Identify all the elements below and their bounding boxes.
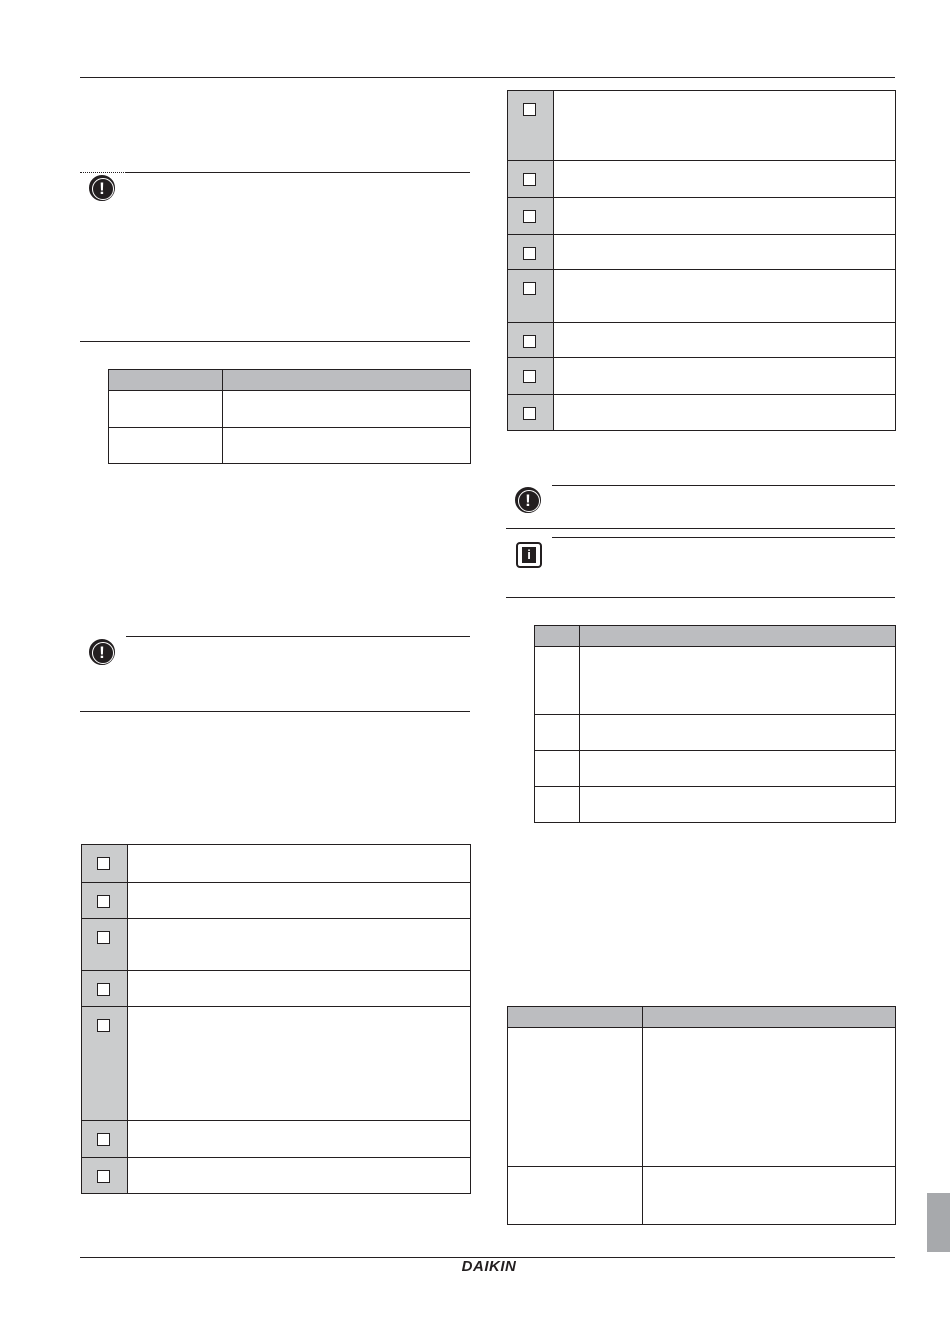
checkbox[interactable] (523, 282, 536, 295)
checklist (81, 844, 471, 1194)
checkbox[interactable] (523, 370, 536, 383)
checkbox[interactable] (97, 1170, 110, 1183)
checkbox[interactable] (523, 210, 536, 223)
exclamation-icon: ! (515, 487, 541, 513)
checkbox[interactable] (523, 173, 536, 186)
checkbox[interactable] (523, 335, 536, 348)
notice-block (506, 485, 895, 529)
spec-table (507, 1006, 896, 1225)
info-block (506, 537, 895, 598)
spec-table (534, 625, 896, 823)
information-icon: i (516, 542, 542, 568)
checkbox[interactable] (97, 931, 110, 944)
checkbox[interactable] (97, 895, 110, 908)
table-row (535, 787, 896, 823)
table-row (508, 1167, 896, 1225)
checklist (507, 90, 896, 431)
notice-block (80, 636, 470, 712)
daikin-logo: DAIKIN (461, 1258, 517, 1275)
checkbox[interactable] (523, 247, 536, 260)
table-row (109, 428, 471, 464)
checkbox[interactable] (97, 857, 110, 870)
checkbox[interactable] (523, 103, 536, 116)
checkbox[interactable] (97, 1133, 110, 1146)
checkbox[interactable] (523, 407, 536, 420)
exclamation-icon: ! (89, 175, 115, 201)
table-row (535, 751, 896, 787)
table-header-row (508, 1007, 896, 1028)
spec-table (108, 369, 471, 464)
exclamation-icon: ! (89, 639, 115, 665)
checkbox[interactable] (97, 1019, 110, 1032)
chapter-tab (927, 1193, 950, 1252)
header-rule (80, 77, 895, 78)
notice-block (80, 172, 470, 342)
table-row (508, 1028, 896, 1167)
table-header-row (109, 370, 471, 391)
table-row (109, 391, 471, 428)
checkbox[interactable] (97, 983, 110, 996)
table-row (535, 647, 896, 715)
table-row (535, 715, 896, 751)
table-header-row (535, 626, 896, 647)
